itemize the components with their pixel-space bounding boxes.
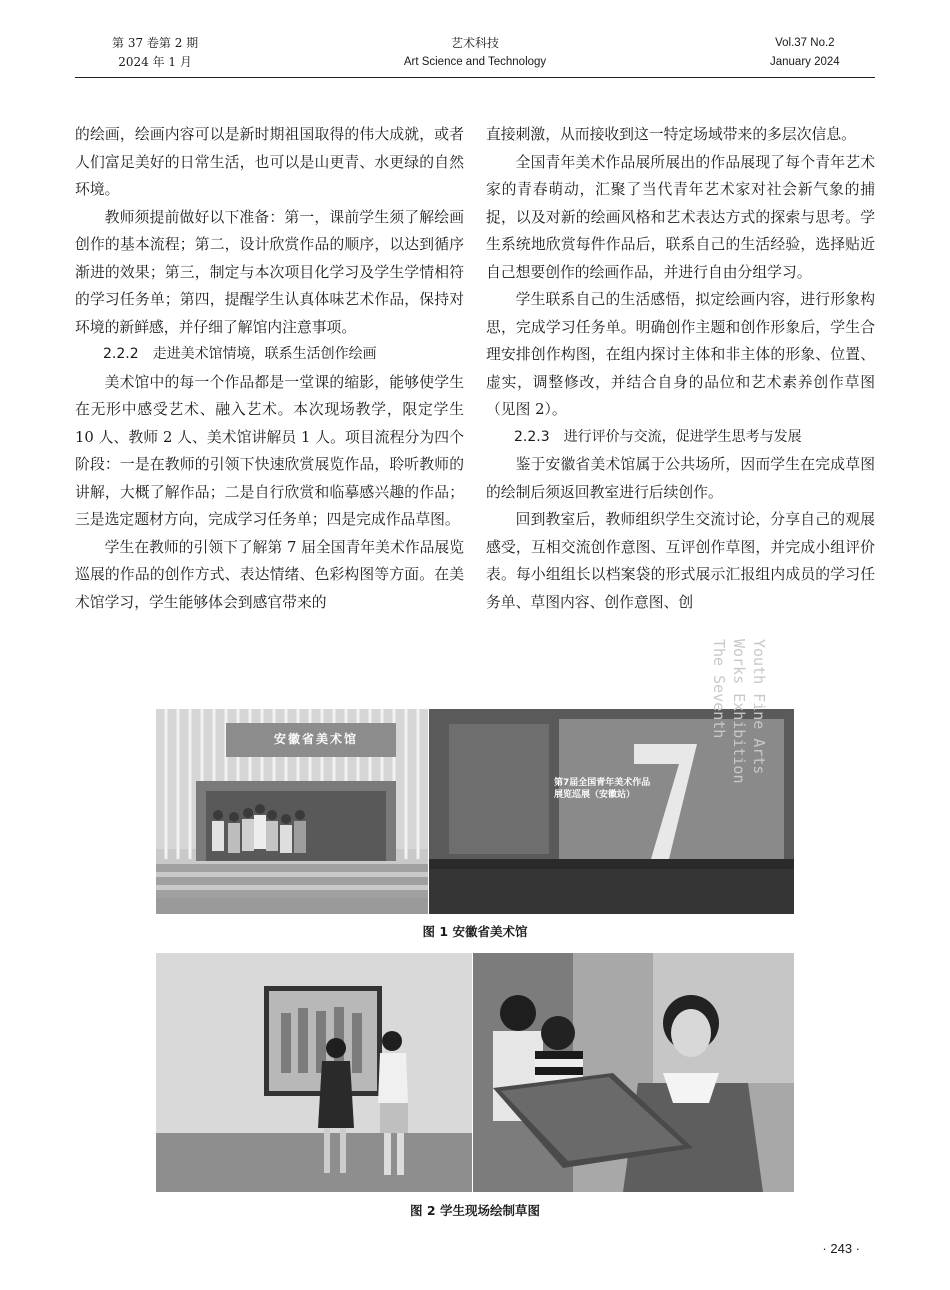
paragraph: 的绘画，绘画内容可以是新时期祖国取得的伟大成就，或者人们富足美好的日常生活，也可以是山更青、水更绿的自然环境。 <box>75 126 464 198</box>
paragraph: 学生在教师的引领下了解第 7 届全国青年美术作品展览巡展的作品的创作方式、表达情绪、色彩构图等方面。在美术馆学习，学生能够体会到感官带来的 <box>75 538 464 611</box>
wall-text-line: Works Exhibition <box>730 639 748 784</box>
journal-title-cn: 艺术科技 <box>450 36 499 50</box>
left-column <box>75 121 464 616</box>
museum-sign: 安徽省美术馆 <box>273 732 358 746</box>
wall-text-line: The Seventh <box>710 639 728 739</box>
paragraph: 教师须提前做好以下准备：第一，课前学生须了解绘画创作的基本流程；第二，设计欣赏作品的顺序，以达到循序渐进的效果；第三，制定与本次项目化学习及学生学情相符的学习任务单；第四，提醒学生认真体味艺术作品，保持对环境的新鲜感，并仔细了解馆内注意事项。 <box>75 208 464 336</box>
figure1-museum-building-photo <box>156 709 428 914</box>
publication-date: 2024 年 1 月 <box>118 55 192 69</box>
figure1-caption: 图 1 安徽省美术馆 <box>422 924 528 939</box>
journal-volume-info-en <box>770 34 840 72</box>
figure2-students-sketching-photo <box>473 953 794 1192</box>
volume-issue: 第 37 卷第 2 期 <box>112 36 199 50</box>
journal-title-en: Art Science and Technology <box>403 56 547 68</box>
paragraph: 全国青年美术作品展所展出的作品展现了每个青年艺术家的青春萌动，汇聚了当代青年艺术家对社会新气象的捕捉，以及对新的绘画风格和艺术表达方式的探索与思考。学生系统地欣赏每件作品后，联系自己的生活经验，选择贴近自己想要创作的绘画作品，并进行自由分组学习。 <box>486 153 875 281</box>
section-heading: 2.2.2 走进美术馆情境，联系生活创作绘画 <box>103 346 377 362</box>
wall-text-line: Youth Fine Arts <box>750 639 768 775</box>
exhibition-title: 第7届全国青年美术作品展览巡展（安徽站） <box>554 778 651 800</box>
paragraph: 学生联系自己的生活感悟，拟定绘画内容，进行形象构思，完成学习任务单。明确创作主题和创作形象后，学生合理安排创作构图，在组内探讨主体和非主体的形象、位置、虚实，调整修改，并结合自身的品位和艺术素养创作草图（见图 2）。 <box>486 291 875 418</box>
paragraph: 直接刺激，从而接收到这一特定场域带来的多层次信息。 <box>486 126 856 143</box>
right-column <box>486 121 875 616</box>
exhibition-numeral <box>631 723 691 724</box>
volume-issue-en: Vol.37 No.2 <box>775 37 835 49</box>
paragraph: 鉴于安徽省美术馆属于公共场所，因而学生在完成草图的绘制后须返回教室进行后续创作。 <box>486 456 875 501</box>
header-rule <box>75 77 875 78</box>
page-number: · 243 · <box>822 1241 860 1256</box>
figure1-exhibition-entrance-photo <box>429 639 794 914</box>
figure2-students-viewing-photo <box>156 953 472 1192</box>
figure2-caption: 图 2 学生现场绘制草图 <box>410 1203 540 1218</box>
paragraph: 美术馆中的每一个作品都是一堂课的缩影，能够使学生在无形中感受艺术、融入艺术。本次现场教学，限定学生 10 人、教师 2 人、美术馆讲解员 1 人。项目流程分为四个阶段：一是在教师的引领下快速欣赏展览作品，聆听教师的讲解，大概了解作品；二是自行欣赏和临摹感兴趣的作品；三是选定题材方向，完成学习任务单；四是完成作品草图。 <box>75 373 464 528</box>
section-heading: 2.2.3 进行评价与交流，促进学生思考与发展 <box>514 428 802 445</box>
paragraph: 回到教室后，教师组织学生交流讨论，分享自己的观展感受，互相交流创作意图、互评创作草图，并完成小组评价表。每小组组长以档案袋的形式展示汇报组内成员的学习任务单、草图内容、创作意图、创 <box>486 511 875 611</box>
publication-date-en: January 2024 <box>770 56 840 68</box>
